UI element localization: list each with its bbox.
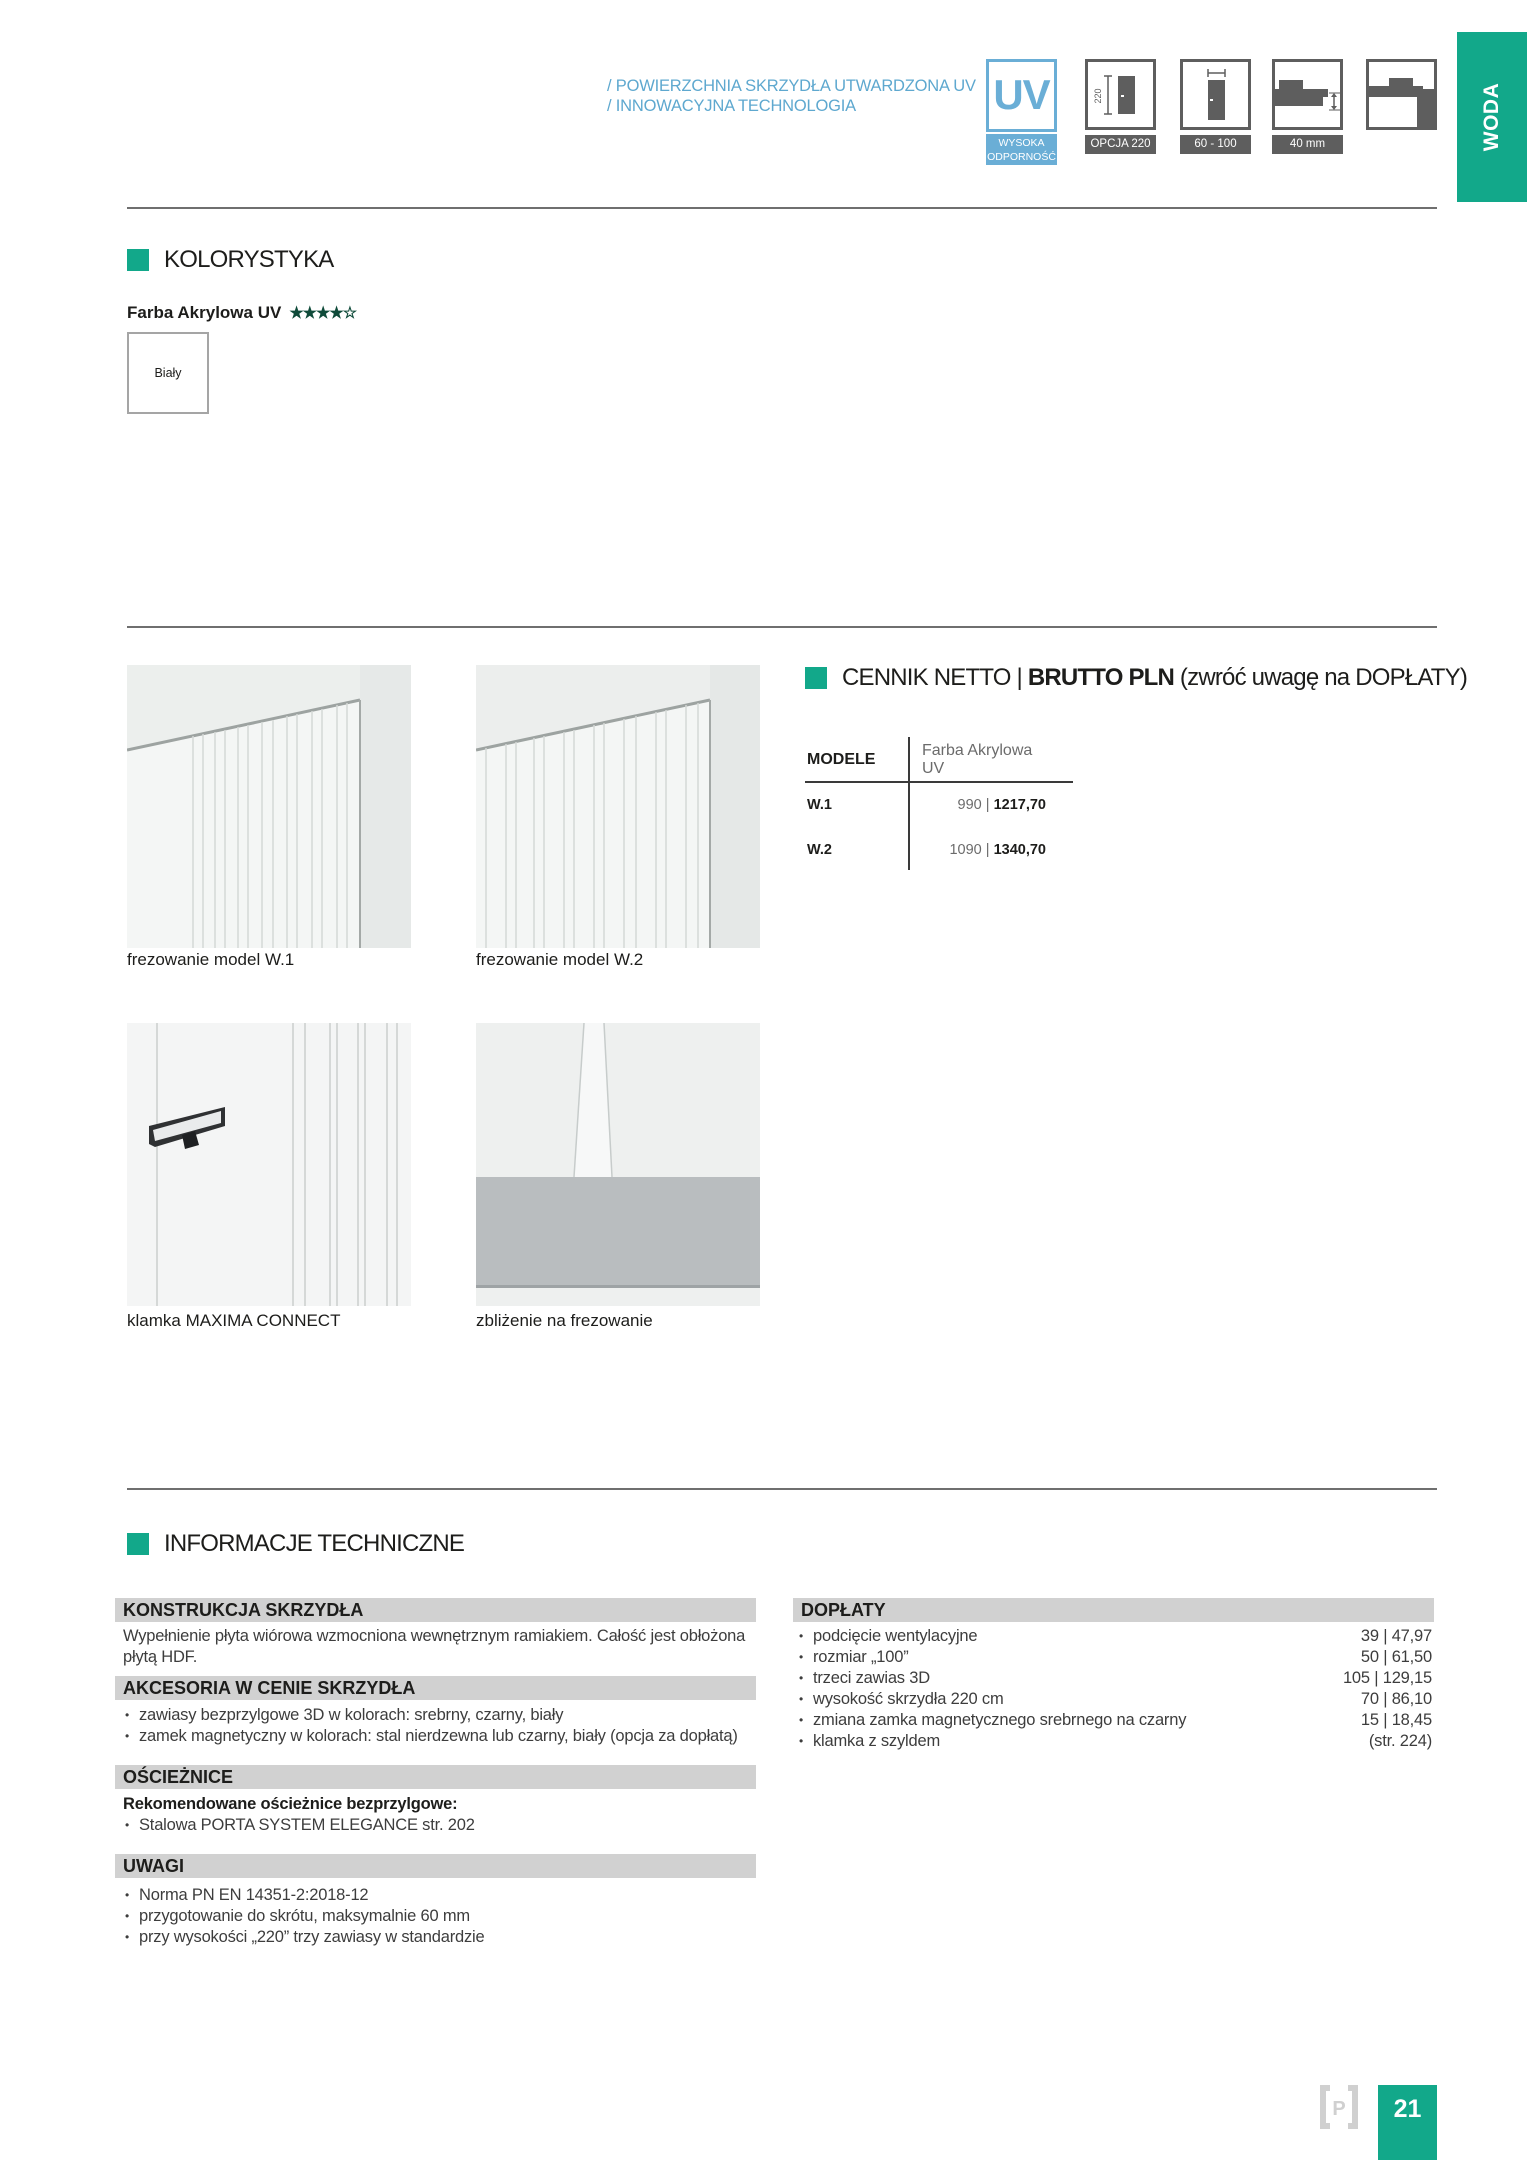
surcharge-label: • trzeci zawias 3D — [797, 1668, 930, 1689]
uv-label-line-1: WYSOKA — [998, 137, 1045, 149]
surcharge-price: 50 | 61,50 — [1360, 1648, 1432, 1666]
price-brutto: 1217,70 — [993, 796, 1046, 813]
price-netto: 1090 — [949, 841, 982, 858]
list-item: • Stalowa PORTA SYSTEM ELEGANCE str. 202 — [123, 1815, 756, 1836]
price-brutto: 1340,70 — [993, 841, 1046, 858]
tagline-line-2: / INNOWACYJNA TECHNOLOGIA — [607, 97, 856, 115]
surcharge-row — [797, 1626, 1432, 1647]
photo-caption: frezowanie model W.2 — [476, 950, 644, 969]
photo-closeup — [476, 1023, 760, 1306]
table-row — [805, 827, 1073, 872]
konstrukcja-text: Wypełnienie płyta wiórowa wzmocniona wewnętrznym ramiakiem. Całość jest obłożona płytą HDF. — [123, 1627, 746, 1666]
info-left-column — [115, 1598, 756, 1948]
icon-label-width: 60 - 100 — [1180, 135, 1251, 154]
finish-name: Farba Akrylowa UV — [127, 303, 282, 322]
model-price: 1090 | 1340,70 — [949, 841, 1046, 858]
uv-badge-icon — [986, 59, 1057, 132]
list-item: • przygotowanie do skrótu, maksymalnie 60 mm — [123, 1906, 756, 1927]
table-header-rule — [805, 781, 1073, 783]
photo-caption: zbliżenie na frezowanie — [476, 1311, 653, 1330]
doplaty-header: DOPŁATY — [793, 1598, 1434, 1622]
section-marker-icon — [127, 1533, 149, 1555]
section-cennik-heading — [805, 664, 1467, 692]
surcharge-price: 15 | 18,45 — [1360, 1711, 1432, 1729]
section-title: INFORMACJE TECHNICZNE — [164, 1530, 465, 1557]
table-vertical-rule — [908, 737, 910, 870]
surcharge-price: 105 | 129,15 — [1342, 1669, 1432, 1687]
divider-top — [127, 207, 1437, 209]
brand-logo-icon — [1320, 2085, 1358, 2129]
price-table — [805, 737, 1073, 872]
surcharge-price: 70 | 86,10 — [1360, 1690, 1432, 1708]
uv-label-line-2: ODPORNOŚĆ — [987, 151, 1056, 163]
section-info-heading — [127, 1530, 464, 1558]
rating-stars-icon: ★★★★☆ — [289, 305, 357, 322]
height-icon-text: 220 — [1093, 88, 1103, 104]
table-row — [805, 782, 1073, 827]
doplaty-list — [793, 1622, 1434, 1752]
uwagi-list — [115, 1878, 756, 1948]
logo-letter: P — [1332, 2098, 1346, 2120]
surcharge-label: • klamka z szyldem — [797, 1731, 940, 1752]
door-height-icon — [1085, 59, 1156, 130]
uv-badge-text: UV — [993, 71, 1050, 118]
finish-heading — [127, 303, 356, 323]
akcesoria-header: AKCESORIA W CENIE SKRZYDŁA — [115, 1676, 756, 1700]
photo-caption: klamka MAXIMA CONNECT — [127, 1311, 341, 1330]
model-price: 990 | 1217,70 — [957, 796, 1046, 813]
photo-caption: frezowanie model W.1 — [127, 950, 295, 969]
list-item: • przy wysokości „220” trzy zawiasy w standardzie — [123, 1927, 756, 1948]
door-frame-icon — [1366, 59, 1437, 130]
surcharge-row — [797, 1668, 1432, 1689]
price-title — [842, 664, 1467, 692]
price-title-netto: CENNIK NETTO | — [842, 664, 1028, 691]
table-header-row — [805, 737, 1073, 782]
price-title-brutto: BRUTTO PLN — [1027, 664, 1175, 691]
section-marker-icon — [805, 667, 827, 689]
icon-label-height: OPCJA 220 — [1085, 135, 1156, 154]
info-right-column — [793, 1598, 1434, 1752]
price-title-note: (zwróć uwagę na DOPŁATY) — [1174, 664, 1468, 691]
divider-middle — [127, 626, 1437, 628]
col-header-models: MODELE — [807, 750, 876, 768]
surcharge-label: • wysokość skrzydła 220 cm — [797, 1689, 1004, 1710]
divider-bottom — [127, 1488, 1437, 1490]
oscieznice-header: OŚCIEŻNICE — [115, 1765, 756, 1789]
akcesoria-list — [115, 1700, 756, 1747]
tagline-line-1: / POWIERZCHNIA SKRZYDŁA UTWARDZONA UV — [607, 77, 976, 95]
photo-model-w2 — [476, 665, 760, 948]
model-name: W.1 — [807, 796, 832, 813]
section-title: KOLORYSTYKA — [164, 246, 334, 273]
list-item: • zawiasy bezprzylgowe 3D w kolorach: srebrny, czarny, biały — [123, 1705, 756, 1726]
header-tagline — [607, 76, 976, 116]
side-tab-label: WODA — [1480, 82, 1503, 152]
price-netto: 990 — [957, 796, 982, 813]
surcharge-row — [797, 1689, 1432, 1710]
surcharge-label: • podcięcie wentylacyjne — [797, 1626, 977, 1647]
section-kolorystyka-heading — [127, 246, 334, 274]
surcharge-price: 39 | 47,97 — [1360, 1627, 1432, 1645]
uv-badge-label — [986, 134, 1057, 165]
color-swatch[interactable] — [127, 332, 209, 414]
konstrukcja-header: KONSTRUKCJA SKRZYDŁA — [115, 1598, 756, 1622]
oscieznice-subtitle: Rekomendowane ościeżnice bezprzylgowe: — [123, 1795, 458, 1813]
page-number: 21 — [1378, 2085, 1437, 2160]
uwagi-header: UWAGI — [115, 1854, 756, 1878]
section-marker-icon — [127, 249, 149, 271]
swatch-label: Biały — [154, 366, 182, 380]
surcharge-price: (str. 224) — [1368, 1732, 1432, 1750]
oscieznice-list — [115, 1789, 756, 1836]
surcharge-row — [797, 1710, 1432, 1731]
category-side-tab — [1457, 32, 1527, 202]
icon-label-thickness: 40 mm — [1272, 135, 1343, 154]
photo-model-w1 — [127, 665, 411, 948]
door-thickness-icon — [1272, 59, 1343, 130]
list-item: • Norma PN EN 14351-2:2018-12 — [123, 1885, 756, 1906]
list-item: • zamek magnetyczny w kolorach: stal nierdzewna lub czarny, biały (opcja za dopłatą) — [123, 1726, 756, 1747]
surcharge-label: • rozmiar „100” — [797, 1647, 909, 1668]
door-width-icon — [1180, 59, 1251, 130]
surcharge-row — [797, 1731, 1432, 1752]
surcharge-label: • zmiana zamka magnetycznego srebrnego na czarny — [797, 1710, 1186, 1731]
col-header-finish: Farba Akrylowa UV — [922, 741, 1033, 777]
photo-handle — [127, 1023, 411, 1306]
surcharge-row — [797, 1647, 1432, 1668]
model-name: W.2 — [807, 841, 832, 858]
